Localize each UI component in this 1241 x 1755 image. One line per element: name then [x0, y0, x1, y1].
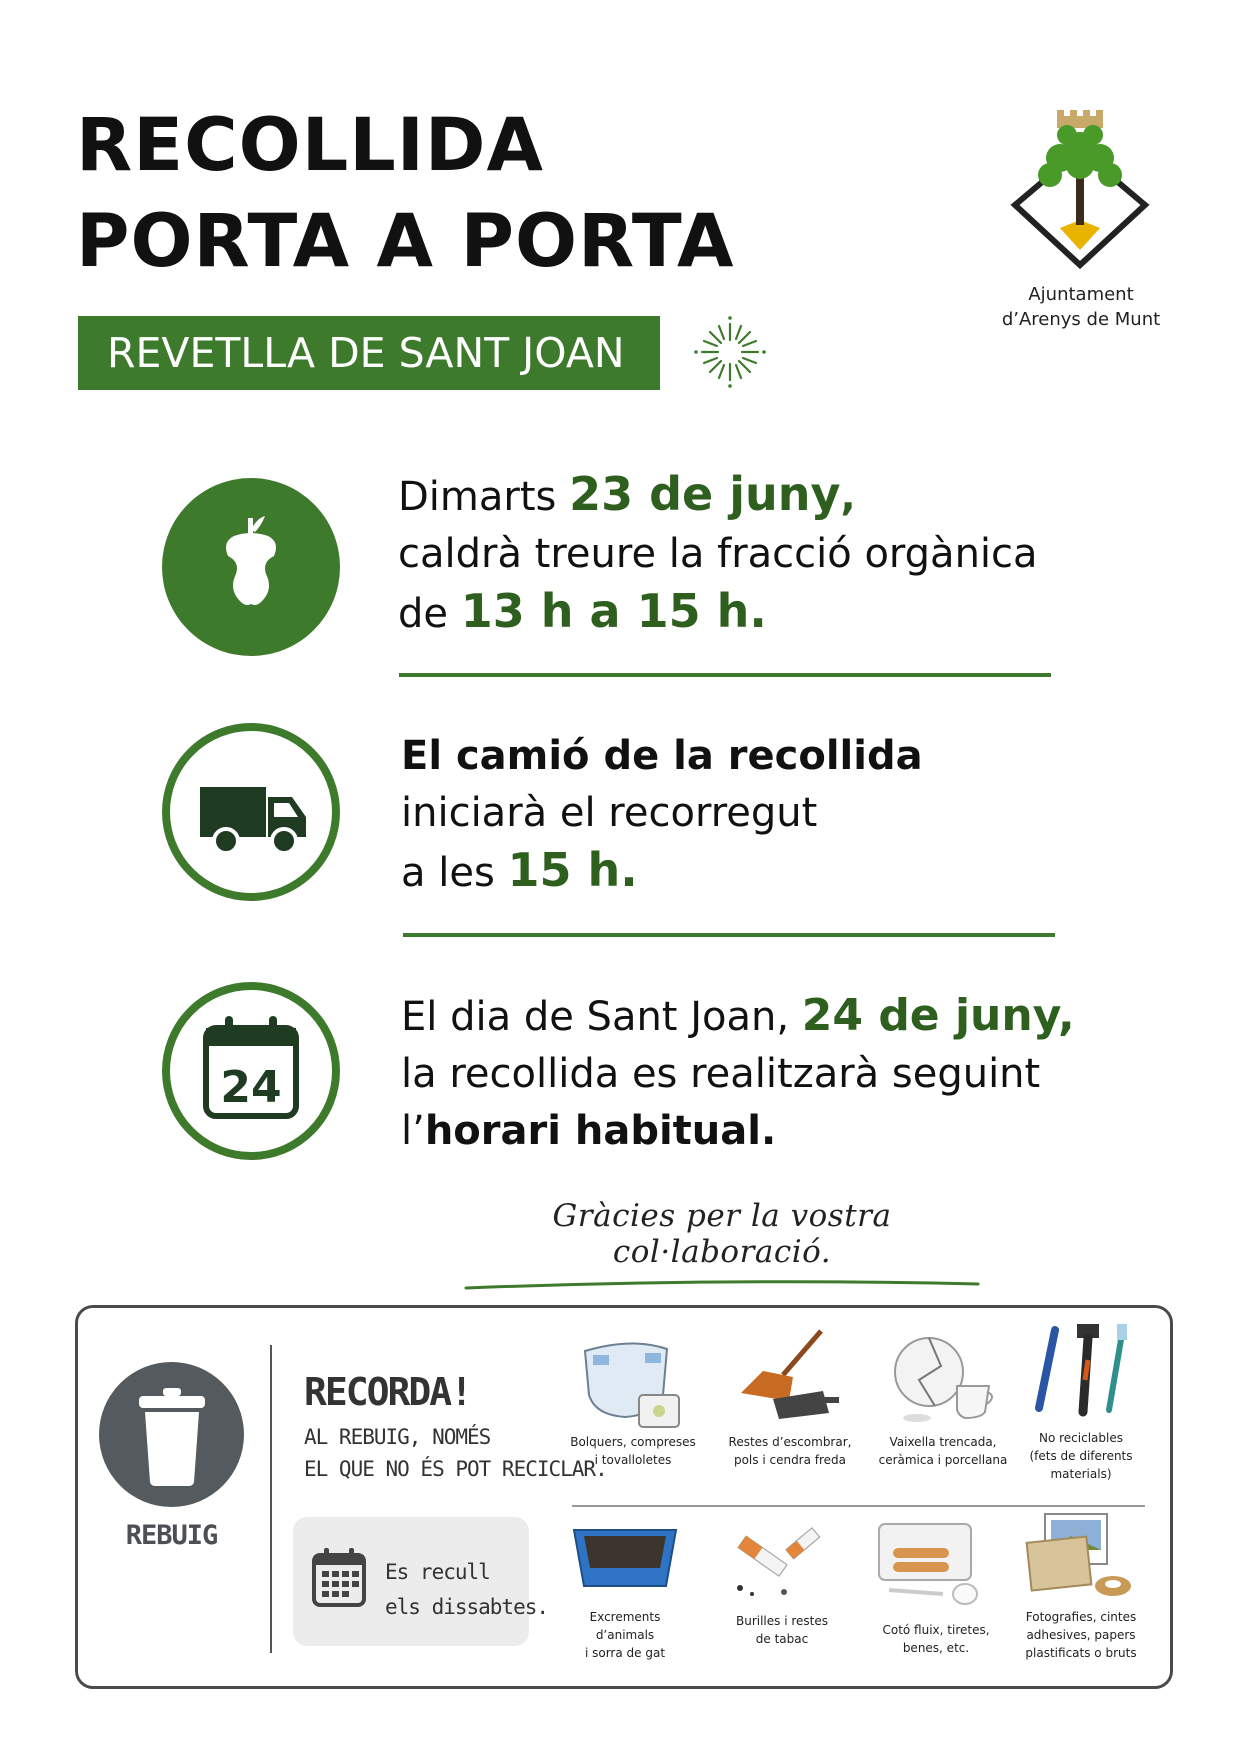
row-organic-text: Dimarts 23 de juny, caldrà treure la fracció orgànica de 13 h a 15 h.	[398, 467, 1038, 638]
diaper-icon	[577, 1335, 687, 1435]
calendar-badge	[162, 982, 340, 1160]
cigarette-butts-icon	[720, 1508, 830, 1608]
item-caption-dishes: Vaixella trencada, ceràmica i porcellana	[878, 1435, 1008, 1467]
title-line-2: PORTA A PORTA	[76, 199, 735, 284]
reminder-subtitle: AL REBUIG, NOMÉS EL QUE NO ÉS POT RECICLAR.	[304, 1425, 607, 1481]
divider-2	[403, 933, 1055, 937]
divider-1	[399, 673, 1051, 677]
panel-divider	[270, 1345, 272, 1653]
coat-of-arms-icon	[1005, 110, 1155, 272]
truck-icon	[170, 731, 332, 893]
calendar-small-icon	[311, 1546, 367, 1608]
logo-line-1: Ajuntament	[1028, 284, 1134, 305]
organic-waste-badge	[162, 478, 340, 656]
thanks-underline	[462, 1274, 982, 1294]
item-caption-animal-waste: Excrements d’animals i sorra de gat	[584, 1610, 666, 1660]
pen-razor-toothbrush-icon	[1025, 1320, 1135, 1420]
item-caption-cigarettes: Burilles i restes de tabac	[735, 1614, 828, 1646]
page-title	[76, 98, 735, 290]
broom-dustpan-icon	[733, 1327, 843, 1427]
row-calendar-text: El dia de Sant Joan, 24 de juny, la recollida es realitzarà seguint l’horari habitual.	[401, 990, 1075, 1154]
trash-bin-icon	[99, 1362, 244, 1507]
thanks-message: Gràcies per la vostra col·laboració.	[462, 1198, 982, 1270]
row-truck-text: El camió de la recollida iniciarà el recorregut a les 15 h.	[401, 733, 923, 897]
item-caption-sweepings: Restes d’escombrar, pols i cendra freda	[728, 1435, 852, 1467]
apple-core-icon	[162, 478, 340, 656]
truck-badge	[162, 723, 340, 901]
bin-label: REBUIG	[125, 1520, 218, 1551]
reminder-title: RECORDA!	[304, 1370, 472, 1414]
item-caption-photos: Fotografies, cintes adhesives, papers plastificats o bruts	[1025, 1610, 1137, 1660]
items-divider	[572, 1505, 1145, 1507]
calendar-icon	[170, 990, 332, 1152]
waste-bin-badge	[99, 1362, 244, 1507]
calendar-number: 24	[220, 1062, 282, 1113]
item-caption-cotton: Cotó fluix, tiretes, benes, etc.	[882, 1623, 990, 1655]
logo-line-2: d’Arenys de Munt	[1001, 309, 1161, 330]
firework-icon	[688, 310, 772, 394]
litter-box-icon	[570, 1510, 680, 1610]
municipality-name	[966, 282, 1196, 332]
cotton-bandages-icon	[873, 1510, 983, 1610]
schedule-text: Es recull els dissabtes.	[385, 1560, 549, 1619]
broken-dishes-icon	[889, 1330, 999, 1430]
title-line-1: RECOLLIDA	[76, 103, 544, 188]
photos-tape-icon	[1025, 1510, 1135, 1610]
item-caption-non-recyclable: No reciclables (fets de diferents materials)	[1029, 1431, 1133, 1481]
subtitle-bar: REVETLLA DE SANT JOAN	[78, 316, 660, 390]
item-caption-diapers: Bolquers, compreses i tovalloletes	[570, 1435, 696, 1467]
